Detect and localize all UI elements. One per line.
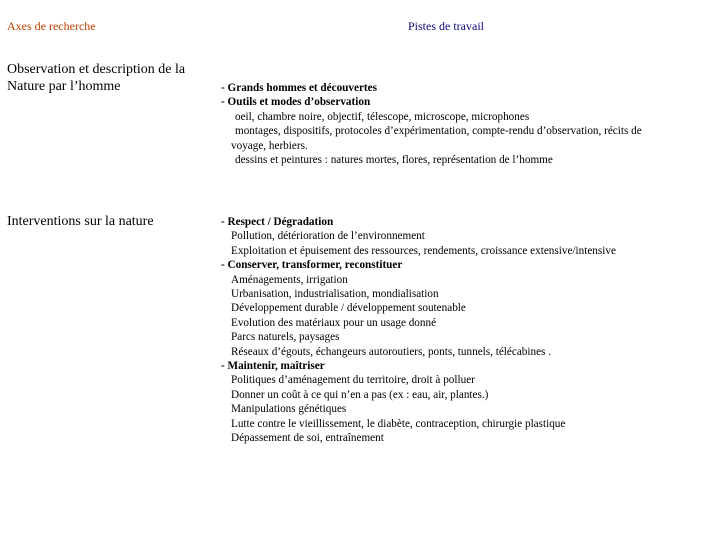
piste-heading: - Respect / Dégradation xyxy=(221,216,334,228)
piste-item: Lutte contre le vieillissement, le diabète, contraception, chirurgie plastique xyxy=(231,417,566,430)
piste-item: Dépassement de soi, entraînement xyxy=(231,432,384,445)
pistes-observation xyxy=(221,81,642,167)
piste-item: Parcs naturels, paysages xyxy=(231,331,340,344)
piste-item: Urbanisation, industrialisation, mondialisation xyxy=(231,288,439,301)
piste-item: Donner un coût à ce qui n’en a pas (ex : eau, air, plantes.) xyxy=(231,388,489,401)
piste-heading: - Conserver, transformer, reconstituer xyxy=(221,259,403,272)
piste-item: Pollution, détérioration de l’environnement xyxy=(231,230,425,243)
piste-item: Réseaux d’égouts, échangeurs autoroutiers, ponts, tunnels, télécabines . xyxy=(231,345,551,358)
piste-item: Politiques d’aménagement du territoire, droit à polluer xyxy=(231,374,475,387)
axis-interventions: Interventions sur la nature xyxy=(7,214,154,229)
piste-item: Aménagements, irrigation xyxy=(231,273,348,286)
axis-observation: Observation et description de la Nature par l’homme xyxy=(7,62,186,94)
piste-item: Manipulations génétiques xyxy=(231,403,347,416)
piste-item: Evolution des matériaux pour un usage donné xyxy=(231,316,437,329)
piste-heading: - Outils et modes d’observation xyxy=(221,96,371,109)
piste-heading: - Grands hommes et découvertes xyxy=(221,82,377,94)
piste-heading: - Maintenir, maîtriser xyxy=(221,360,325,373)
header-axes: Axes de recherche xyxy=(7,19,96,33)
piste-item: Développement durable / développement soutenable xyxy=(231,302,466,315)
piste-item: dessins et peintures : natures mortes, flores, représentation de l’homme xyxy=(235,154,553,167)
piste-item: Exploitation et épuisement des ressources, rendements, croissance extensive/intensive xyxy=(231,244,616,257)
piste-item: montages, dispositifs, protocoles d’expérimentation, compte-rendu d’observation, récits de xyxy=(235,125,642,138)
piste-item: voyage, herbiers. xyxy=(231,139,308,152)
piste-item: oeil, chambre noire, objectif, télescope, microscope, microphones xyxy=(235,110,530,123)
header-pistes: Pistes de travail xyxy=(408,19,484,33)
pistes-interventions xyxy=(221,215,616,446)
